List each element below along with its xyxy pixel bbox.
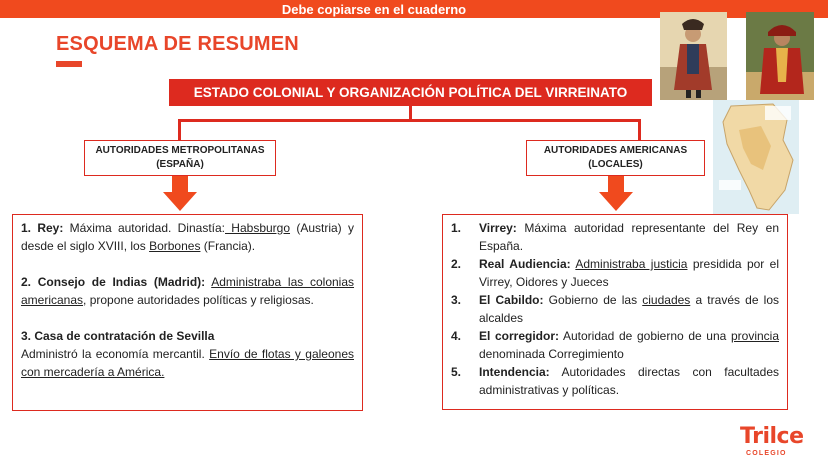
consejo-underlined: Administraba las colonias americanas (21, 275, 355, 307)
down-arrow-left-icon (162, 176, 198, 212)
main-topic-label: ESTADO COLONIAL Y ORGANIZACIÓN POLÍTICA DEL VIRREINATO (193, 85, 628, 100)
top-banner-text: Debe copiarse en el cuaderno (281, 1, 467, 17)
branch-box-american-line2: (LOCALES) (588, 159, 643, 170)
list-item-underlined: ciudades (642, 293, 691, 307)
casa-heading: 3. Casa de contratación de Sevilla (21, 329, 215, 343)
rey-borbones: Borbones (149, 239, 201, 253)
list-item-number: 3. (451, 293, 462, 307)
list-item-text-a: Autoridades directas con facultades administrativas y políticas. (479, 365, 779, 397)
main-topic-box (169, 79, 652, 106)
down-arrow-right-icon (598, 176, 634, 212)
list-item-text (479, 219, 779, 255)
connector-left-drop (178, 119, 181, 140)
rey-heading: 1. Rey: (21, 221, 64, 235)
rey-habsburgo: Habsburgo (225, 221, 291, 235)
list-item-heading: Virrey: (479, 221, 517, 235)
list-item-heading: Real Audiencia: (479, 257, 571, 271)
rey-text-a: Máxima autoridad. Dinastía: (63, 221, 225, 235)
list-item-heading: El Cabildo: (479, 293, 544, 307)
list-item-text-b: a través de los alcaldes (479, 293, 780, 325)
list-item-text-a: Autoridad de gobierno de una (559, 329, 731, 343)
logo-brand: Trilce (740, 424, 804, 449)
branch-box-american-line1: AUTORIDADES AMERICANAS (543, 145, 688, 156)
list-item-heading: Intendencia: (479, 365, 550, 379)
trilce-logo (740, 424, 804, 457)
branch-box-american (526, 140, 705, 176)
rey-text-e: (Francia). (200, 239, 256, 253)
list-item (451, 255, 779, 291)
viceroyalty-map-image (713, 100, 799, 214)
casa-underlined: Envío de flotas y galeones con mercadería a América. (21, 347, 354, 379)
consejo-paragraph (21, 273, 354, 309)
list-item-underlined: Administraba justicia (575, 257, 688, 271)
consejo-text-c: , propone autoridades políticas y religiosas. (83, 293, 314, 307)
list-item-text (479, 327, 779, 363)
page-title: ESQUEMA DE RESUMEN (56, 33, 299, 55)
connector-right-drop (638, 119, 641, 140)
corregidor-portrait-image (746, 12, 814, 100)
list-item (451, 219, 779, 255)
list-item-text-b: presidida por el Virrey, Oidores y Jueces (479, 257, 780, 289)
rey-text-c: (Austria) y desde el siglo XVIII, los (21, 221, 354, 253)
connector-vertical-main (409, 106, 412, 120)
list-item (451, 327, 779, 363)
list-item-text-a: Máxima autoridad representante del Rey en España. (479, 221, 779, 253)
list-item (451, 291, 779, 327)
list-item-text (479, 255, 779, 291)
branch-box-metropolitan-line1: AUTORIDADES METROPOLITANAS (95, 145, 265, 156)
american-authorities-list (451, 219, 779, 399)
logo-sub: COLEGIO (746, 450, 787, 457)
metropolitan-authorities-panel (12, 214, 363, 411)
list-item-heading: El corregidor: (479, 329, 559, 343)
rey-paragraph (21, 219, 354, 255)
list-item-text (479, 291, 779, 327)
casa-text-a: Administró la economía mercantil. (21, 347, 210, 361)
list-item-number: 5. (451, 365, 462, 379)
american-authorities-panel (442, 214, 788, 410)
list-item-number: 2. (451, 257, 462, 271)
connector-horizontal (178, 119, 641, 122)
list-item-text-b: denominada Corregimiento (479, 347, 624, 361)
virrey-portrait-image (660, 12, 727, 100)
list-item-text-a: Gobierno de las (543, 293, 643, 307)
consejo-heading: 2. Consejo de Indias (Madrid): (21, 275, 206, 289)
list-item-underlined: provincia (730, 329, 779, 343)
branch-box-metropolitan-line2: (ESPAÑA) (156, 159, 204, 170)
list-item-number: 4. (451, 329, 462, 343)
list-item (451, 363, 779, 399)
branch-box-metropolitan (84, 140, 276, 176)
casa-paragraph (21, 327, 354, 381)
list-item-text (479, 363, 779, 399)
title-underline (56, 61, 82, 67)
list-item-number: 1. (451, 221, 462, 235)
